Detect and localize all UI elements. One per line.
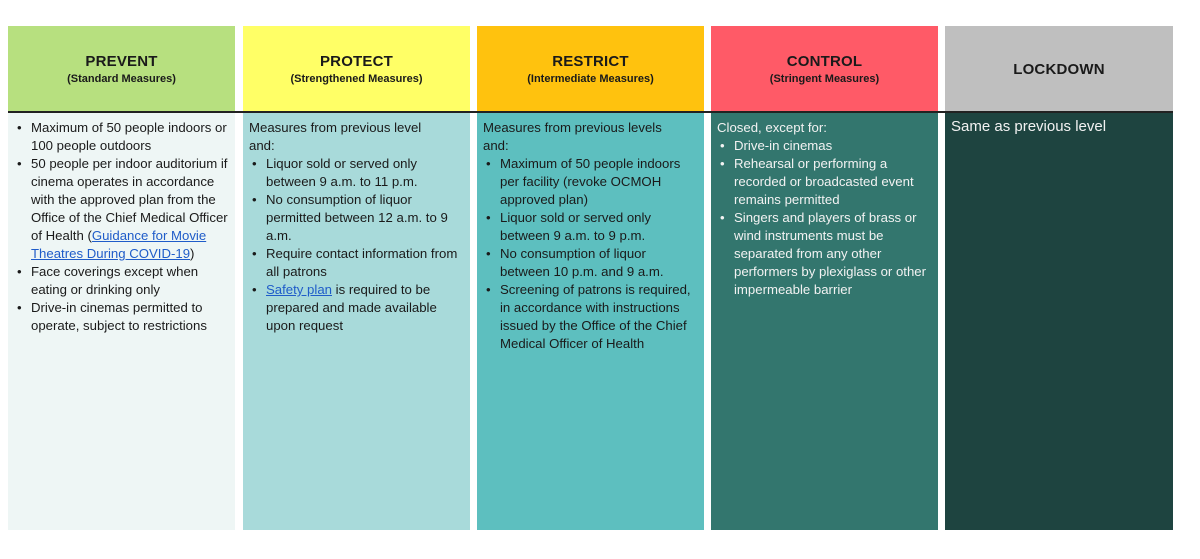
intro-protect: Measures from previous level and:	[249, 120, 422, 153]
subtitle-protect: (Strengthened Measures)	[290, 73, 423, 85]
guidance-link[interactable]: Guidance for Movie Theatres During COVID-19	[31, 228, 207, 261]
column-restrict	[477, 26, 704, 530]
intro-control: Closed, except for:	[717, 120, 827, 135]
header-lockdown	[945, 26, 1173, 112]
title-prevent: PREVENT	[85, 53, 158, 70]
list-protect	[249, 155, 464, 335]
body-lockdown	[945, 112, 1173, 530]
list-item: • Screening of patrons is required, in accordance with instructions issued by the Office of the Chief Medical Officer of Health	[483, 281, 698, 353]
subtitle-control: (Stringent Measures)	[769, 73, 880, 85]
item-text: 50 people per indoor auditorium if cinema operates in accordance with the approved plan from the Office of the Chief Medical Officer of Health (	[31, 156, 228, 243]
list-item: • Face coverings except when eating or drinking only	[14, 263, 229, 299]
item-text: is required to be prepared and made available upon request	[266, 282, 437, 333]
list-item: • Drive-in cinemas	[717, 137, 932, 155]
header-protect	[243, 26, 470, 112]
body-prevent	[8, 112, 235, 530]
list-item: • No consumption of liquor permitted between 12 a.m. to 9 a.m.	[249, 191, 464, 245]
body-protect	[243, 112, 470, 530]
list-control	[717, 137, 932, 299]
header-divider	[8, 111, 1173, 113]
column-prevent	[8, 26, 235, 530]
subtitle-prevent: (Standard Measures)	[67, 73, 176, 85]
intro-lockdown: Same as previous level	[951, 118, 1107, 135]
list-item: • Drive-in cinemas permitted to operate, subject to restrictions	[14, 299, 229, 335]
title-protect: PROTECT	[319, 53, 394, 70]
header-restrict	[477, 26, 704, 112]
list-item: • Singers and players of brass or wind instruments must be separated from any other performers by plexiglass or other impermeable barrier	[717, 209, 932, 299]
list-item: • Liquor sold or served only between 9 a.m. to 11 p.m.	[249, 155, 464, 191]
title-lockdown: LOCKDOWN	[1013, 60, 1105, 78]
safety-plan-link[interactable]: Safety plan	[266, 282, 332, 297]
intro-restrict: Measures from previous levels and:	[483, 120, 662, 153]
list-prevent	[14, 119, 229, 335]
list-item: • Maximum of 50 people indoors per facility (revoke OCMOH approved plan)	[483, 155, 698, 209]
list-item	[14, 155, 229, 263]
list-item: • Liquor sold or served only between 9 a.m. to 9 p.m.	[483, 209, 698, 245]
item-text: )	[190, 246, 195, 261]
list-item: • Rehearsal or performing a recorded or broadcasted event remains permitted	[717, 155, 932, 209]
header-control	[711, 26, 938, 112]
body-control	[711, 112, 938, 530]
title-restrict: RESTRICT	[552, 53, 629, 70]
column-lockdown	[945, 26, 1173, 530]
list-item: • No consumption of liquor between 10 p.m. and 9 a.m.	[483, 245, 698, 281]
list-item: • Require contact information from all patrons	[249, 245, 464, 281]
subtitle-restrict: (Intermediate Measures)	[527, 73, 654, 85]
list-restrict	[483, 155, 698, 353]
list-item	[249, 281, 464, 335]
header-prevent	[8, 26, 235, 112]
list-item: • Maximum of 50 people indoors or 100 people outdoors	[14, 119, 229, 155]
column-control	[711, 26, 938, 530]
column-protect	[243, 26, 470, 530]
title-control: CONTROL	[786, 53, 863, 70]
body-restrict	[477, 112, 704, 530]
